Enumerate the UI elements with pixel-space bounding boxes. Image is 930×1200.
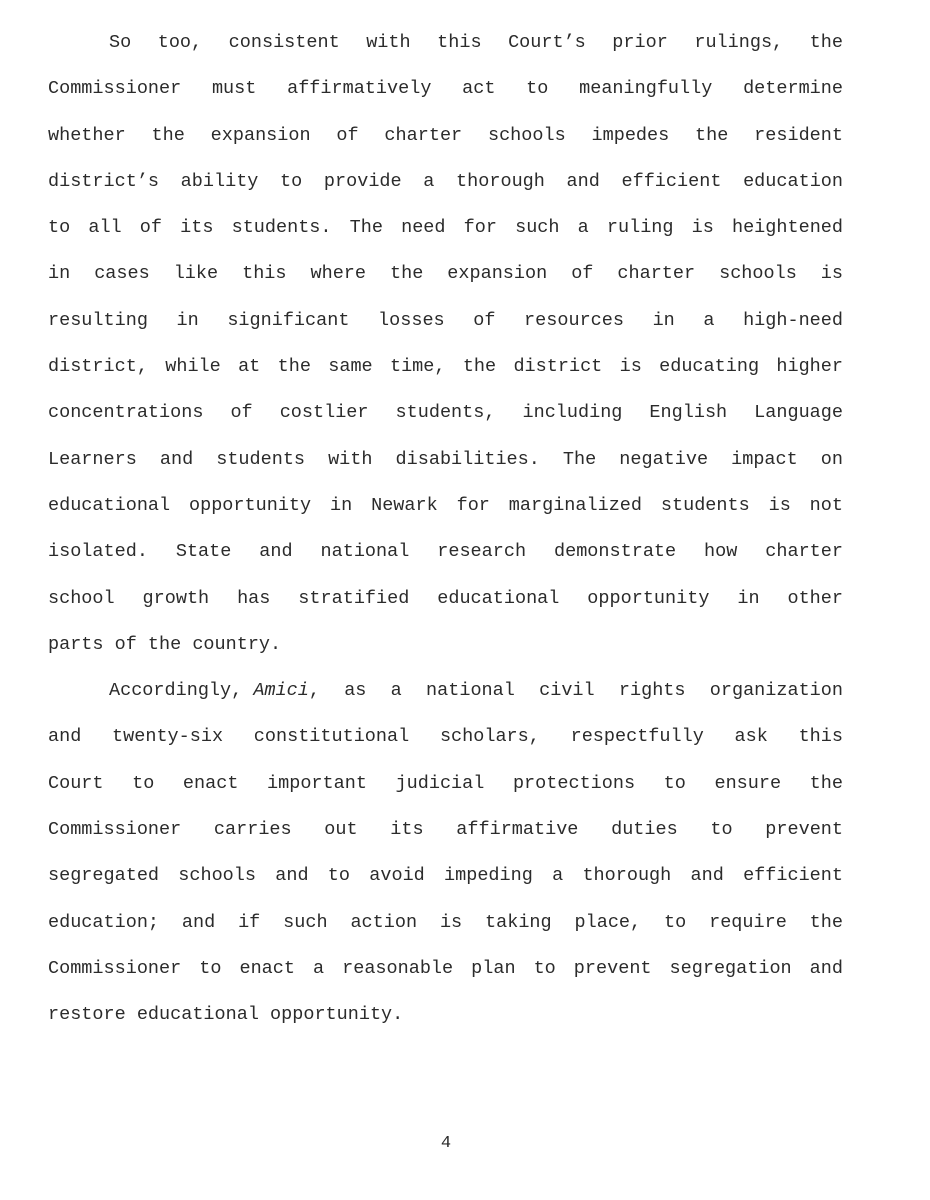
paragraph-1 <box>48 22 843 670</box>
text-line: segregated schools and to avoid impeding a thorough and efficient <box>48 865 843 887</box>
text-line: Commissioner to enact a reasonable plan to prevent segregation and <box>48 957 843 979</box>
text-line: Court to enact important judicial protections to ensure the <box>48 772 843 794</box>
text-segment: , as a national civil rights organization <box>308 680 843 702</box>
text-line: Learners and students with disabilities. The negative impact on <box>48 448 843 470</box>
text-line: restore educational opportunity. <box>48 1004 404 1026</box>
text-line: isolated. State and national research demonstrate how charter <box>48 541 843 563</box>
paragraph-2 <box>48 670 843 1040</box>
text-line: Commissioner must affirmatively act to meaningfully determine <box>48 78 843 100</box>
amici-italic-term: Amici <box>253 680 309 702</box>
text-line: district, while at the same time, the district is educating higher <box>48 356 843 378</box>
text-line <box>48 670 843 716</box>
text-line: So too, consistent with this Court’s prior rulings, the <box>109 32 843 53</box>
text-line: Commissioner carries out its affirmative duties to prevent <box>48 819 843 841</box>
text-line: and twenty-six constitutional scholars, respectfully ask this <box>48 726 843 748</box>
text-line: education; and if such action is taking place, to require the <box>48 911 843 933</box>
text-line: to all of its students. The need for such a ruling is heightened <box>48 217 843 239</box>
text-line: parts of the country. <box>48 633 282 655</box>
text-line: whether the expansion of charter schools impedes the resident <box>48 124 843 146</box>
text-segment: Accordingly, <box>109 680 254 702</box>
text-line: in cases like this where the expansion of charter schools is <box>48 263 843 285</box>
text-line: concentrations of costlier students, including English Language <box>48 402 843 424</box>
text-line: district’s ability to provide a thorough and efficient education <box>48 170 843 192</box>
text-line: school growth has stratified educational opportunity in other <box>48 587 843 609</box>
page-number: 4 <box>440 1134 452 1153</box>
text-line: resulting in significant losses of resources in a high-need <box>48 309 843 331</box>
text-line: educational opportunity in Newark for marginalized students is not <box>48 494 843 516</box>
document-body <box>48 22 843 1041</box>
